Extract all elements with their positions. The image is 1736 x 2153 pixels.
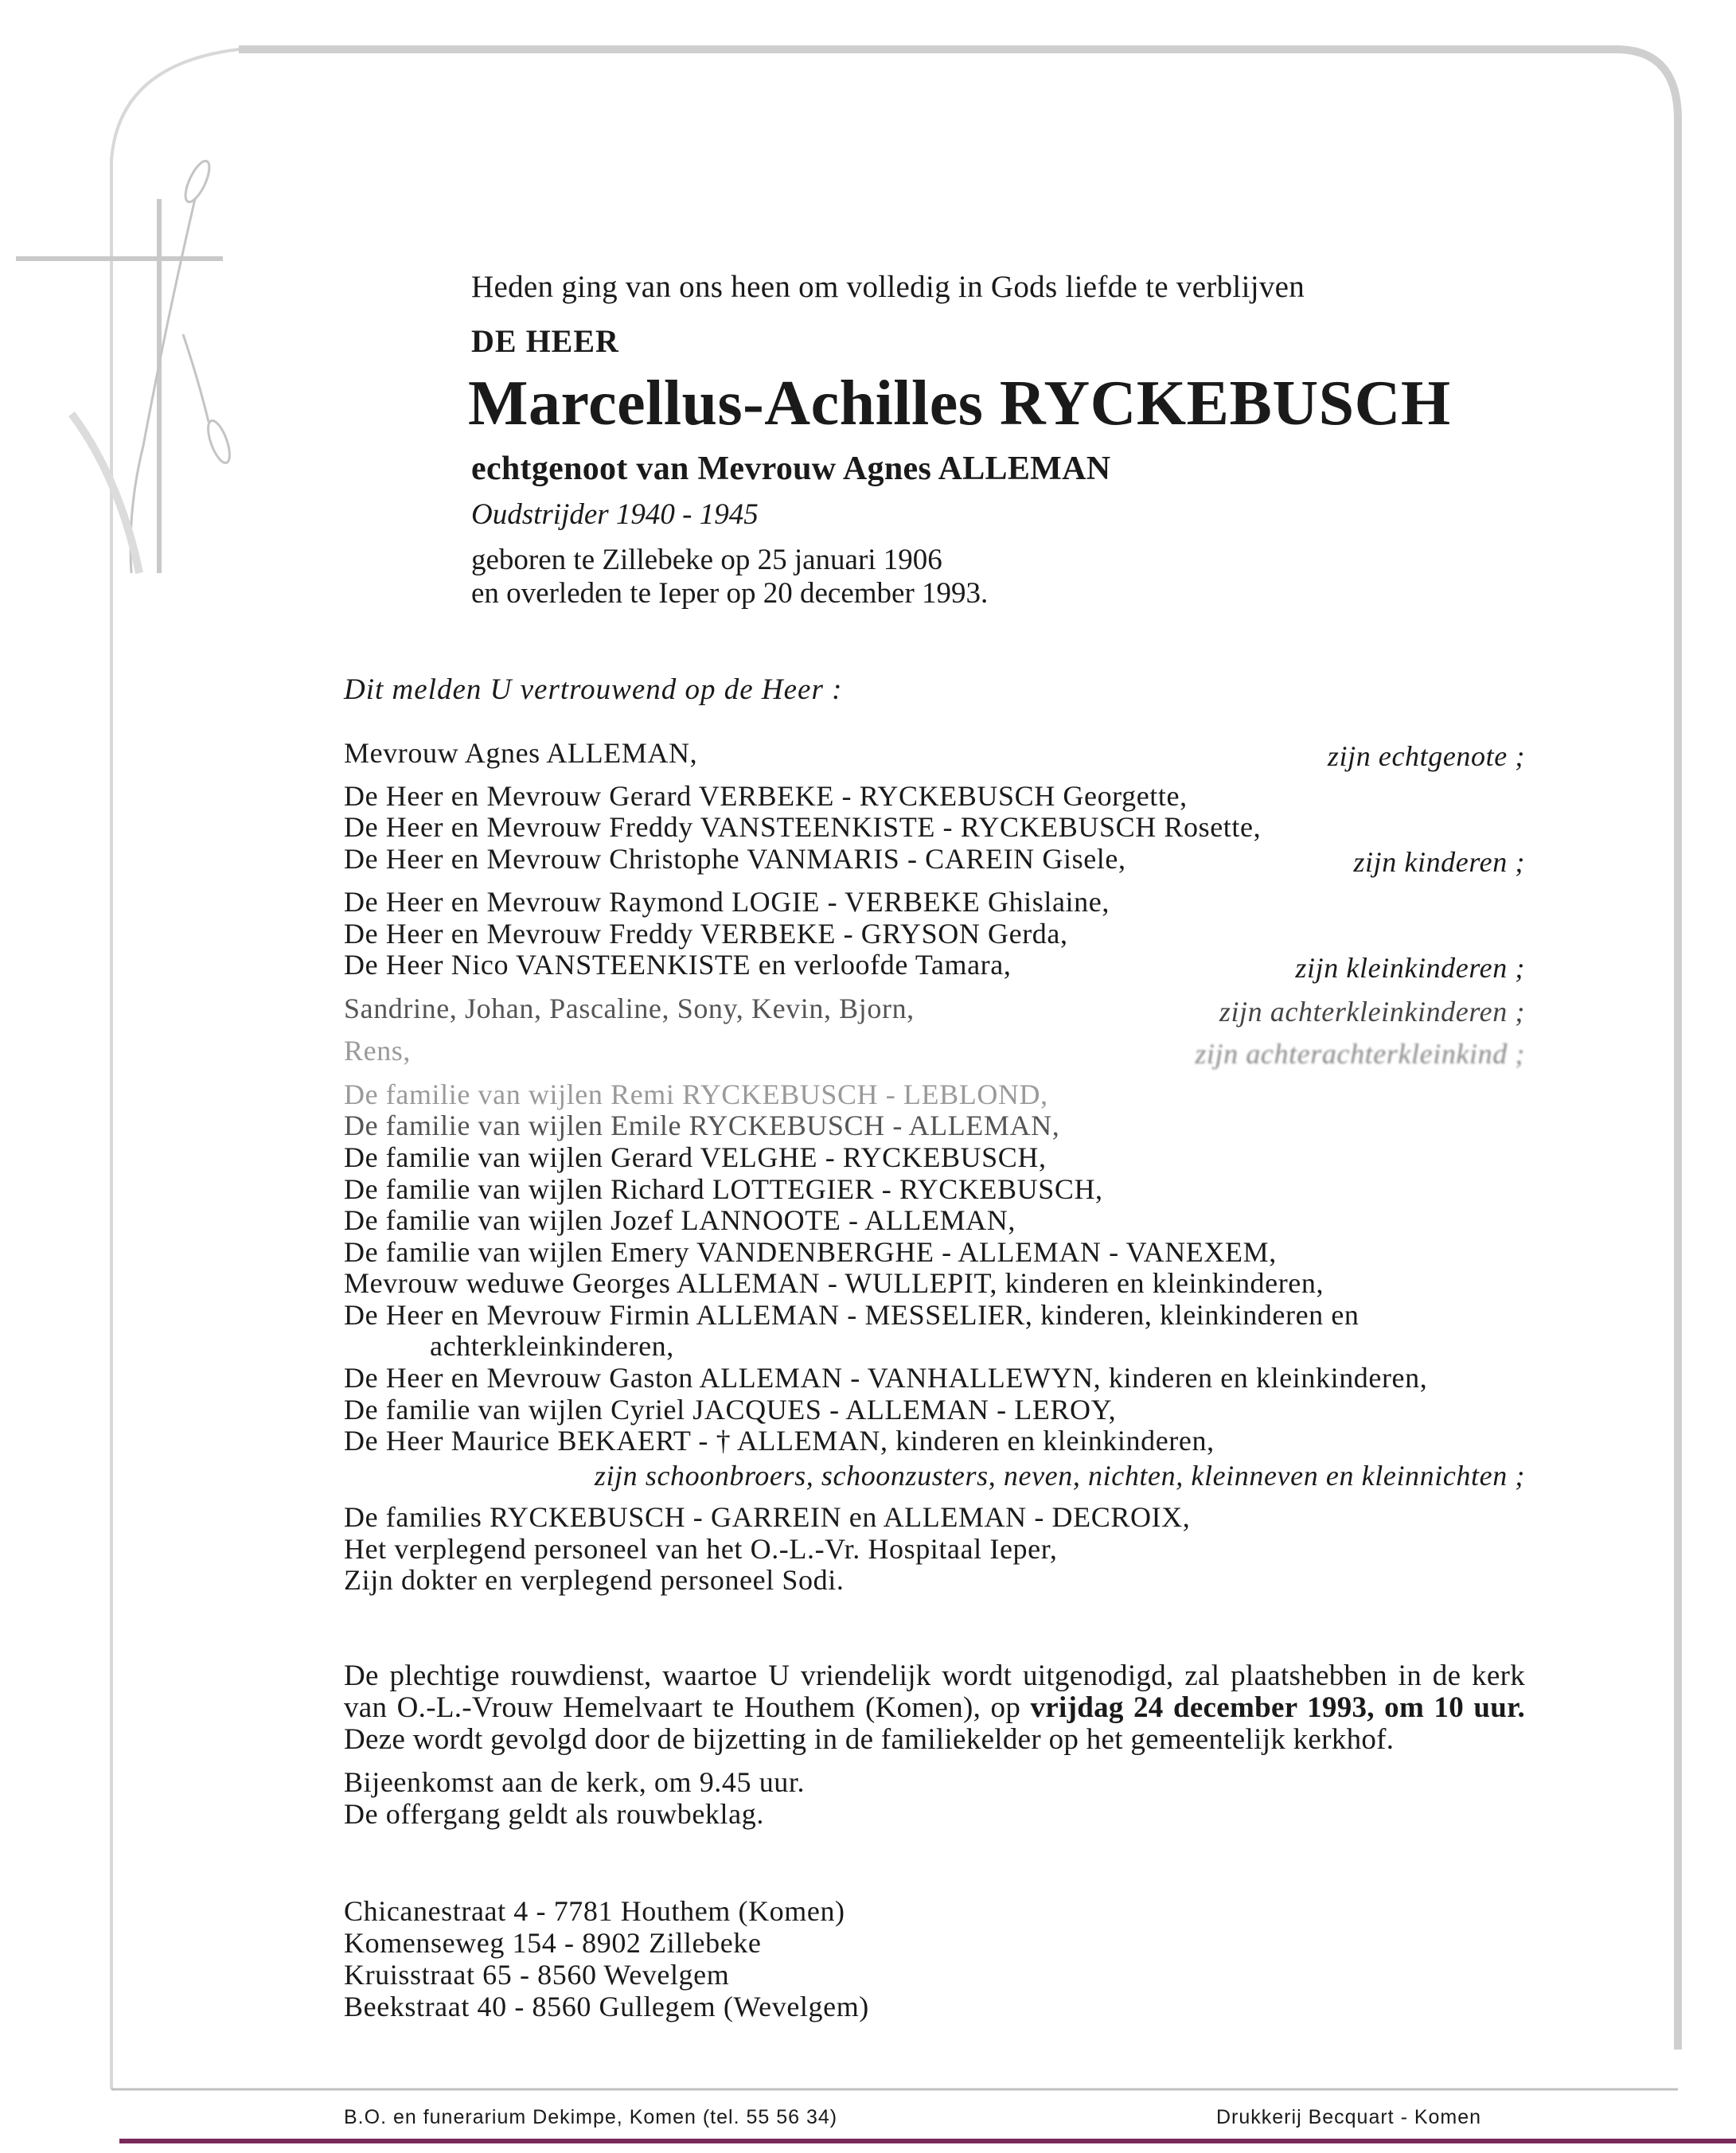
relative-line: Mevrouw weduwe Georges ALLEMAN - WULLEPIT, kinderen en kleinkinderen, bbox=[344, 1267, 1324, 1299]
title-honorific: DE HEER bbox=[471, 323, 619, 359]
cross-icon bbox=[16, 199, 223, 573]
relative-line: Sandrine, Johan, Pascaline, Sony, Kevin, Bjorn, bbox=[344, 993, 915, 1024]
veteran-line: Oudstrijder 1940 - 1945 bbox=[471, 498, 759, 531]
relative-line: De Heer en Mevrouw Firmin ALLEMAN - MESSELIER, kinderen, kleinkinderen en bbox=[344, 1299, 1360, 1331]
spouse-line: echtgenoot van Mevrouw Agnes ALLEMAN bbox=[471, 450, 1111, 487]
service-text-2: Deze wordt gevolgd door de bijzetting in de familiekelder op het gemeentelijk kerkhof. bbox=[344, 1723, 1395, 1756]
gathering-line: Bijeenkomst aan de kerk, om 9.45 uur. bbox=[344, 1766, 806, 1798]
relation-tag: zijn achterkleinkinderen ; bbox=[1219, 996, 1525, 1028]
relative-line: De familie van wijlen Richard LOTTEGIER - RYCKEBUSCH, bbox=[344, 1173, 1103, 1205]
relative-line: De Heer en Mevrouw Freddy VANSTEENKISTE - RYCKEBUSCH Rosette, bbox=[344, 811, 1262, 843]
relative-line: De familie van wijlen Emery VANDENBERGHE - ALLEMAN - VANEXEM, bbox=[344, 1236, 1277, 1268]
relative-line: De Heer en Mevrouw Gaston ALLEMAN - VANHALLEWYN, kinderen en kleinkinderen, bbox=[344, 1362, 1428, 1394]
printer-footer: Drukkerij Becquart - Komen bbox=[1216, 2106, 1482, 2128]
relation-tag: zijn echtgenote ; bbox=[1327, 740, 1525, 772]
relation-tag: zijn achterachterkleinkind ; bbox=[1195, 1038, 1525, 1070]
wheat-icon bbox=[72, 158, 234, 573]
announcement-line: Dit melden U vertrouwend op de Heer : bbox=[344, 673, 843, 706]
deceased-name: Marcellus-Achilles RYCKEBUSCH bbox=[468, 369, 1451, 439]
relative-line: De Heer en Mevrouw Christophe VANMARIS - CAREIN Gisele, bbox=[344, 843, 1126, 875]
service-text-1: De plechtige rouwdienst, waartoe U vriendelijk wordt uitgenodigd, zal plaatshebben in de kerk van O.-L.-Vrouw Hemelvaart te Houthem (Komen), op bbox=[344, 1660, 1525, 1724]
relative-line: achterkleinkinderen, bbox=[430, 1330, 674, 1362]
address-line: Kruisstraat 65 - 8560 Wevelgem bbox=[344, 1959, 730, 1991]
address-line: Beekstraat 40 - 8560 Gullegem (Wevelgem) bbox=[344, 1991, 869, 2022]
relative-line: Het verplegend personeel van het O.-L.-Vr. Hospitaal Ieper, bbox=[344, 1533, 1058, 1565]
address-line: Komenseweg 154 - 8902 Zillebeke bbox=[344, 1927, 762, 1959]
address-line: Chicanestraat 4 - 7781 Houthem (Komen) bbox=[344, 1895, 845, 1927]
relative-line: De familie van wijlen Cyriel JACQUES - ALLEMAN - LEROY, bbox=[344, 1394, 1117, 1426]
relative-line: De families RYCKEBUSCH - GARREIN en ALLEMAN - DECROIX, bbox=[344, 1501, 1191, 1533]
relative-line: De Heer Nico VANSTEENKISTE en verloofde Tamara, bbox=[344, 949, 1012, 981]
relative-line: De familie van wijlen Remi RYCKEBUSCH - LEBLOND, bbox=[344, 1078, 1048, 1110]
funeral-home-footer: B.O. en funerarium Dekimpe, Komen (tel. 55 56 34) bbox=[344, 2106, 838, 2128]
relative-line: De Heer Maurice BEKAERT - † ALLEMAN, kinderen en kleinkinderen, bbox=[344, 1425, 1215, 1457]
death-line: en overleden te Ieper op 20 december 1993. bbox=[471, 577, 989, 610]
relative-line: De familie van wijlen Emile RYCKEBUSCH - ALLEMAN, bbox=[344, 1110, 1060, 1141]
intro-text: Heden ging van ons heen om volledig in Gods liefde te verblijven bbox=[471, 270, 1305, 304]
service-date: vrijdag 24 december 1993, om 10 uur. bbox=[1030, 1691, 1526, 1724]
relative-line: De Heer en Mevrouw Gerard VERBEKE - RYCKEBUSCH Georgette, bbox=[344, 780, 1188, 812]
relative-line: Zijn dokter en verplegend personeel Sodi. bbox=[344, 1564, 845, 1596]
relative-line: De Heer en Mevrouw Raymond LOGIE - VERBEKE Ghislaine, bbox=[344, 886, 1110, 918]
offering-line: De offergang geldt als rouwbeklag. bbox=[344, 1798, 764, 1830]
relation-tag: zijn kinderen ; bbox=[1353, 846, 1525, 878]
relation-tag: zijn kleinkinderen ; bbox=[1295, 952, 1525, 984]
relative-line: De Heer en Mevrouw Freddy VERBEKE - GRYSON Gerda, bbox=[344, 918, 1068, 950]
relative-line: Mevrouw Agnes ALLEMAN, bbox=[344, 737, 698, 769]
relative-line: De familie van wijlen Gerard VELGHE - RYCKEBUSCH, bbox=[344, 1141, 1047, 1173]
relative-line: Rens, bbox=[344, 1035, 411, 1067]
relation-tag: zijn schoonbroers, schoonzusters, neven, nichten, kleinneven en kleinnichten ; bbox=[594, 1460, 1525, 1492]
service-paragraph bbox=[344, 1660, 1525, 1756]
relative-line: De familie van wijlen Jozef LANNOOTE - ALLEMAN, bbox=[344, 1204, 1016, 1236]
birth-line: geboren te Zillebeke op 25 januari 1906 bbox=[471, 544, 942, 576]
